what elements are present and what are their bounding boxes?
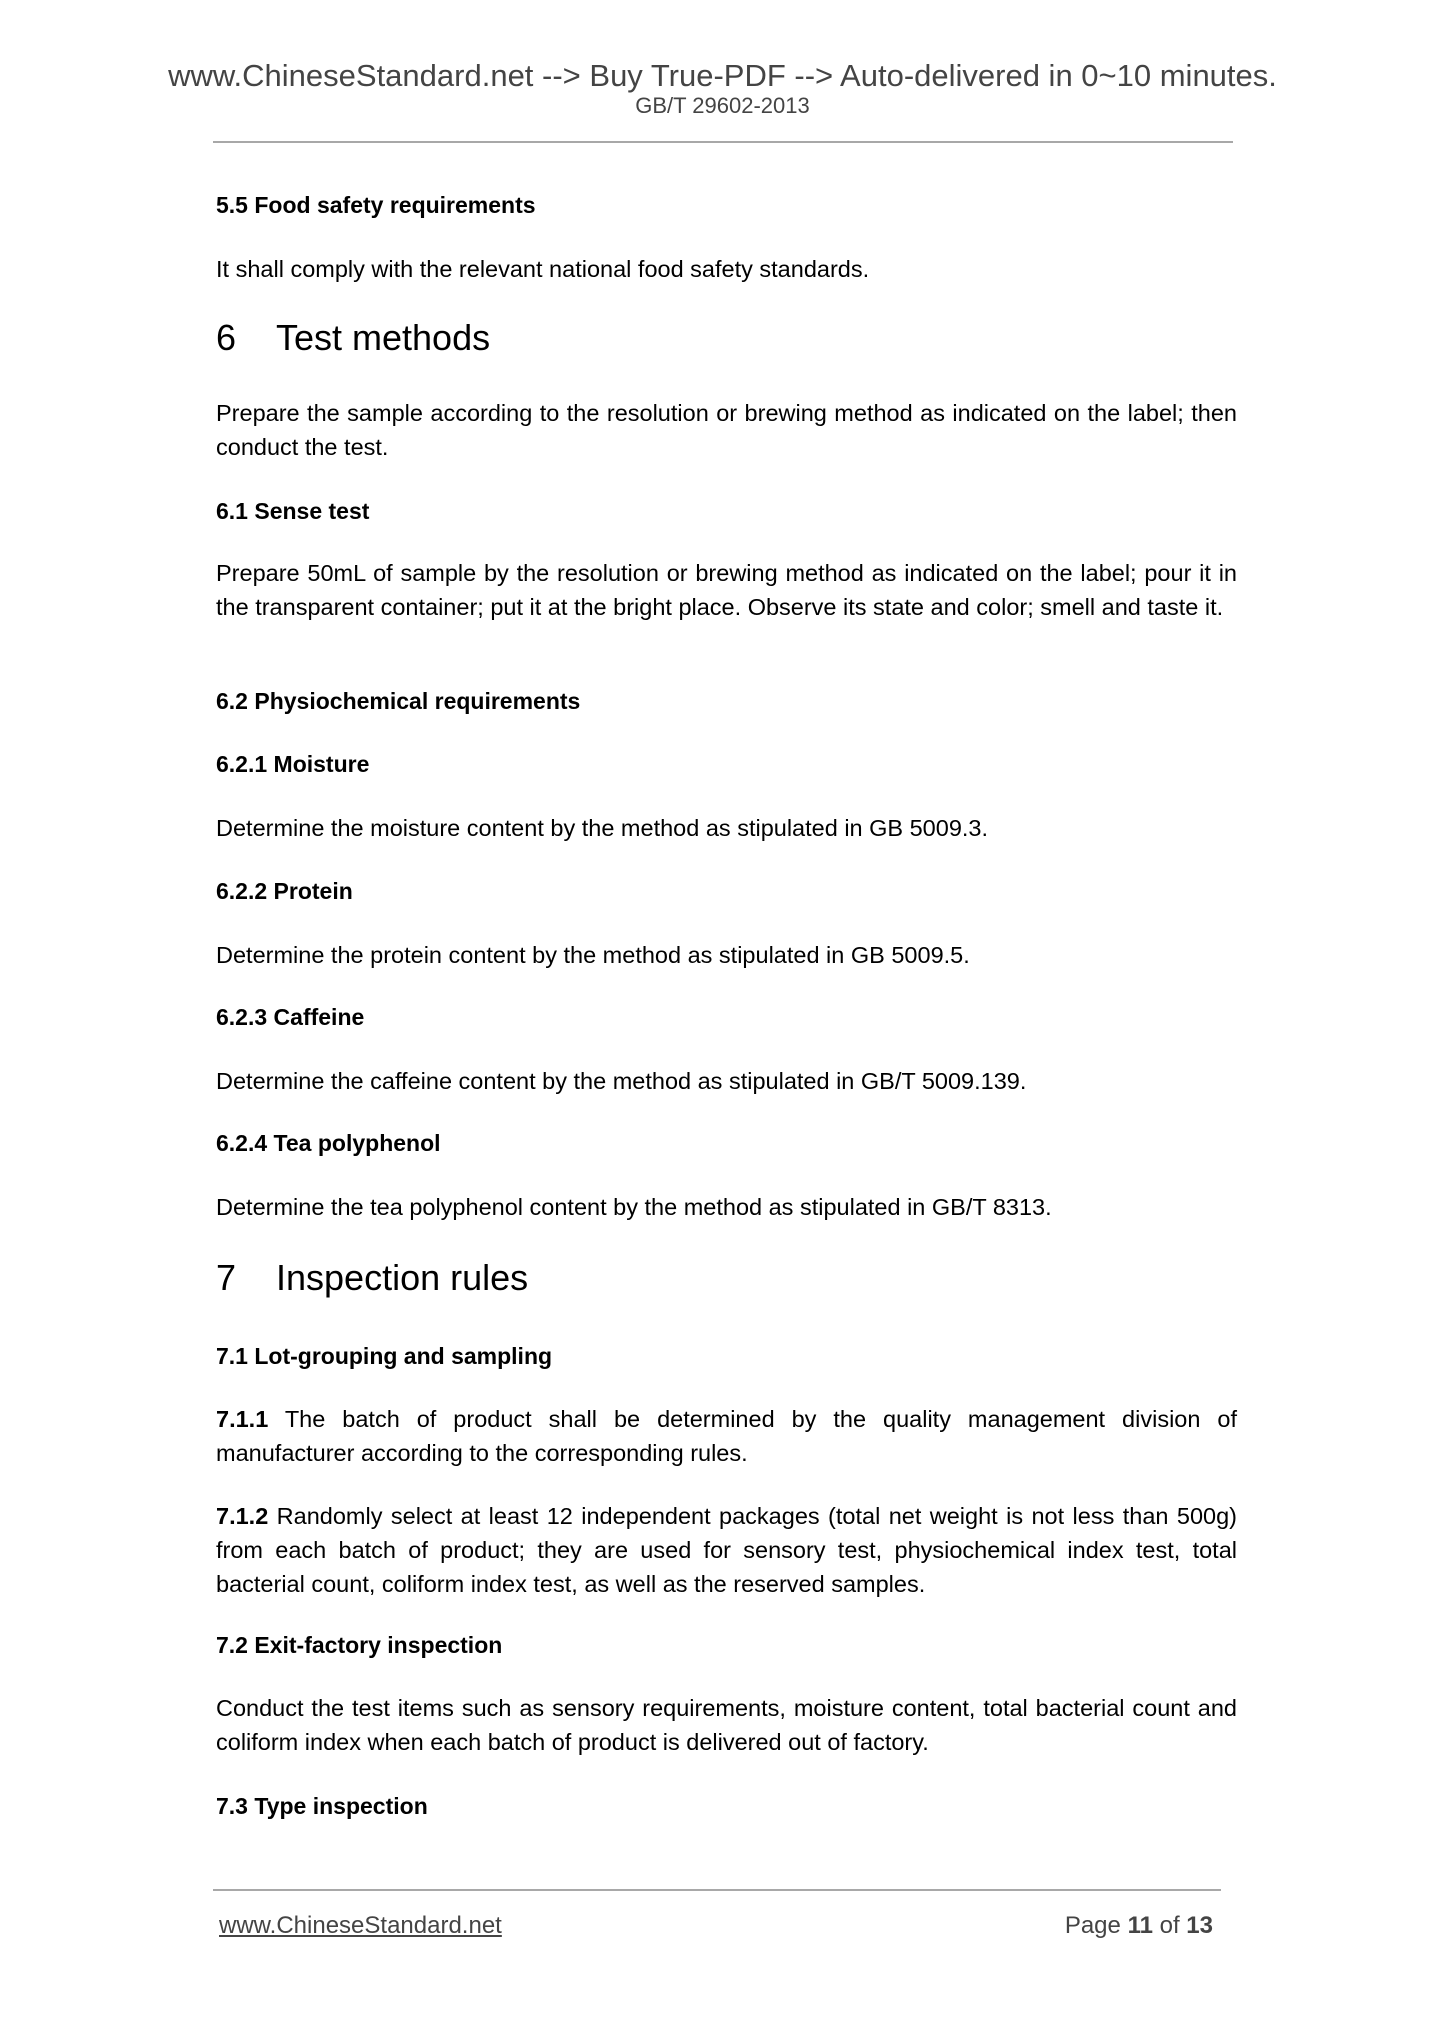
section-6-label: Test methods [276,317,491,358]
page-of: of [1159,1912,1180,1939]
paragraph-6-intro: Prepare the sample according to the resolution or brewing method as indicated on the label; then conduct the test. [216,400,1237,460]
paragraph-5-5: It shall comply with the relevant national food safety standards. [216,256,870,282]
paragraph-7-1-1 [216,1402,1237,1470]
paragraph-6-1: Prepare 50mL of sample by the resolution or brewing method as indicated on the label; pour it in the transparent container; put it at the bright place. Observe its state and color; smell and taste it. [216,560,1237,620]
section-7-title [216,1256,528,1300]
clause-7-1-1-label: 7.1.1 [216,1406,269,1432]
footer-divider [213,1889,1221,1891]
heading-6-2-2: 6.2.2 Protein [216,878,353,904]
paragraph-7-2: Conduct the test items such as sensory requirements, moisture content, total bacterial count and coliform index when each batch of product is delivered out of factory. [216,1695,1237,1755]
heading-6-1: 6.1 Sense test [216,498,370,524]
section-6-number: 6 [216,317,237,358]
page-indicator [1065,1911,1213,1941]
heading-6-2-3: 6.2.3 Caffeine [216,1004,365,1030]
header-banner: www.ChineseStandard.net --> Buy True-PDF --> Auto-delivered in 0~10 minutes. [168,58,1277,93]
section-7-label: Inspection rules [276,1257,529,1298]
section-6-title [216,316,490,360]
clause-7-1-2-text: Randomly select at least 12 independent packages (total net weight is not less than 500g) from each batch of product; they are used for sensory test, physiochemical index test, total bacterial count, coliform index test, as well as the reserved samples. [216,1503,1237,1597]
paragraph-6-2-3: Determine the caffeine content by the method as stipulated in GB/T 5009.139. [216,1068,1027,1094]
page-total: 13 [1186,1912,1213,1939]
paragraph-7-1-2 [216,1499,1237,1601]
paragraph-6-2-4: Determine the tea polyphenol content by the method as stipulated in GB/T 8313. [216,1194,1052,1220]
paragraph-6-2-1: Determine the moisture content by the method as stipulated in GB 5009.3. [216,815,989,841]
heading-6-2-1: 6.2.1 Moisture [216,751,370,777]
header-divider [213,141,1233,143]
footer-website-link[interactable]: www.ChineseStandard.net [219,1912,502,1939]
heading-7-1: 7.1 Lot-grouping and sampling [216,1343,553,1369]
heading-6-2-4: 6.2.4 Tea polyphenol [216,1130,441,1156]
page-current: 11 [1127,1912,1153,1939]
clause-7-1-2-label: 7.1.2 [216,1503,269,1529]
heading-5-5: 5.5 Food safety requirements [216,192,536,218]
clause-7-1-1-text: The batch of product shall be determined by the quality management division of manufacturer according to the corresponding rules. [216,1406,1237,1466]
heading-7-2: 7.2 Exit-factory inspection [216,1632,503,1658]
heading-6-2: 6.2 Physiochemical requirements [216,688,581,714]
heading-7-3: 7.3 Type inspection [216,1793,428,1819]
page-prefix: Page [1064,1912,1121,1939]
section-7-number: 7 [216,1257,237,1298]
document-id: GB/T 29602-2013 [635,93,810,118]
paragraph-6-2-2: Determine the protein content by the method as stipulated in GB 5009.5. [216,942,970,968]
